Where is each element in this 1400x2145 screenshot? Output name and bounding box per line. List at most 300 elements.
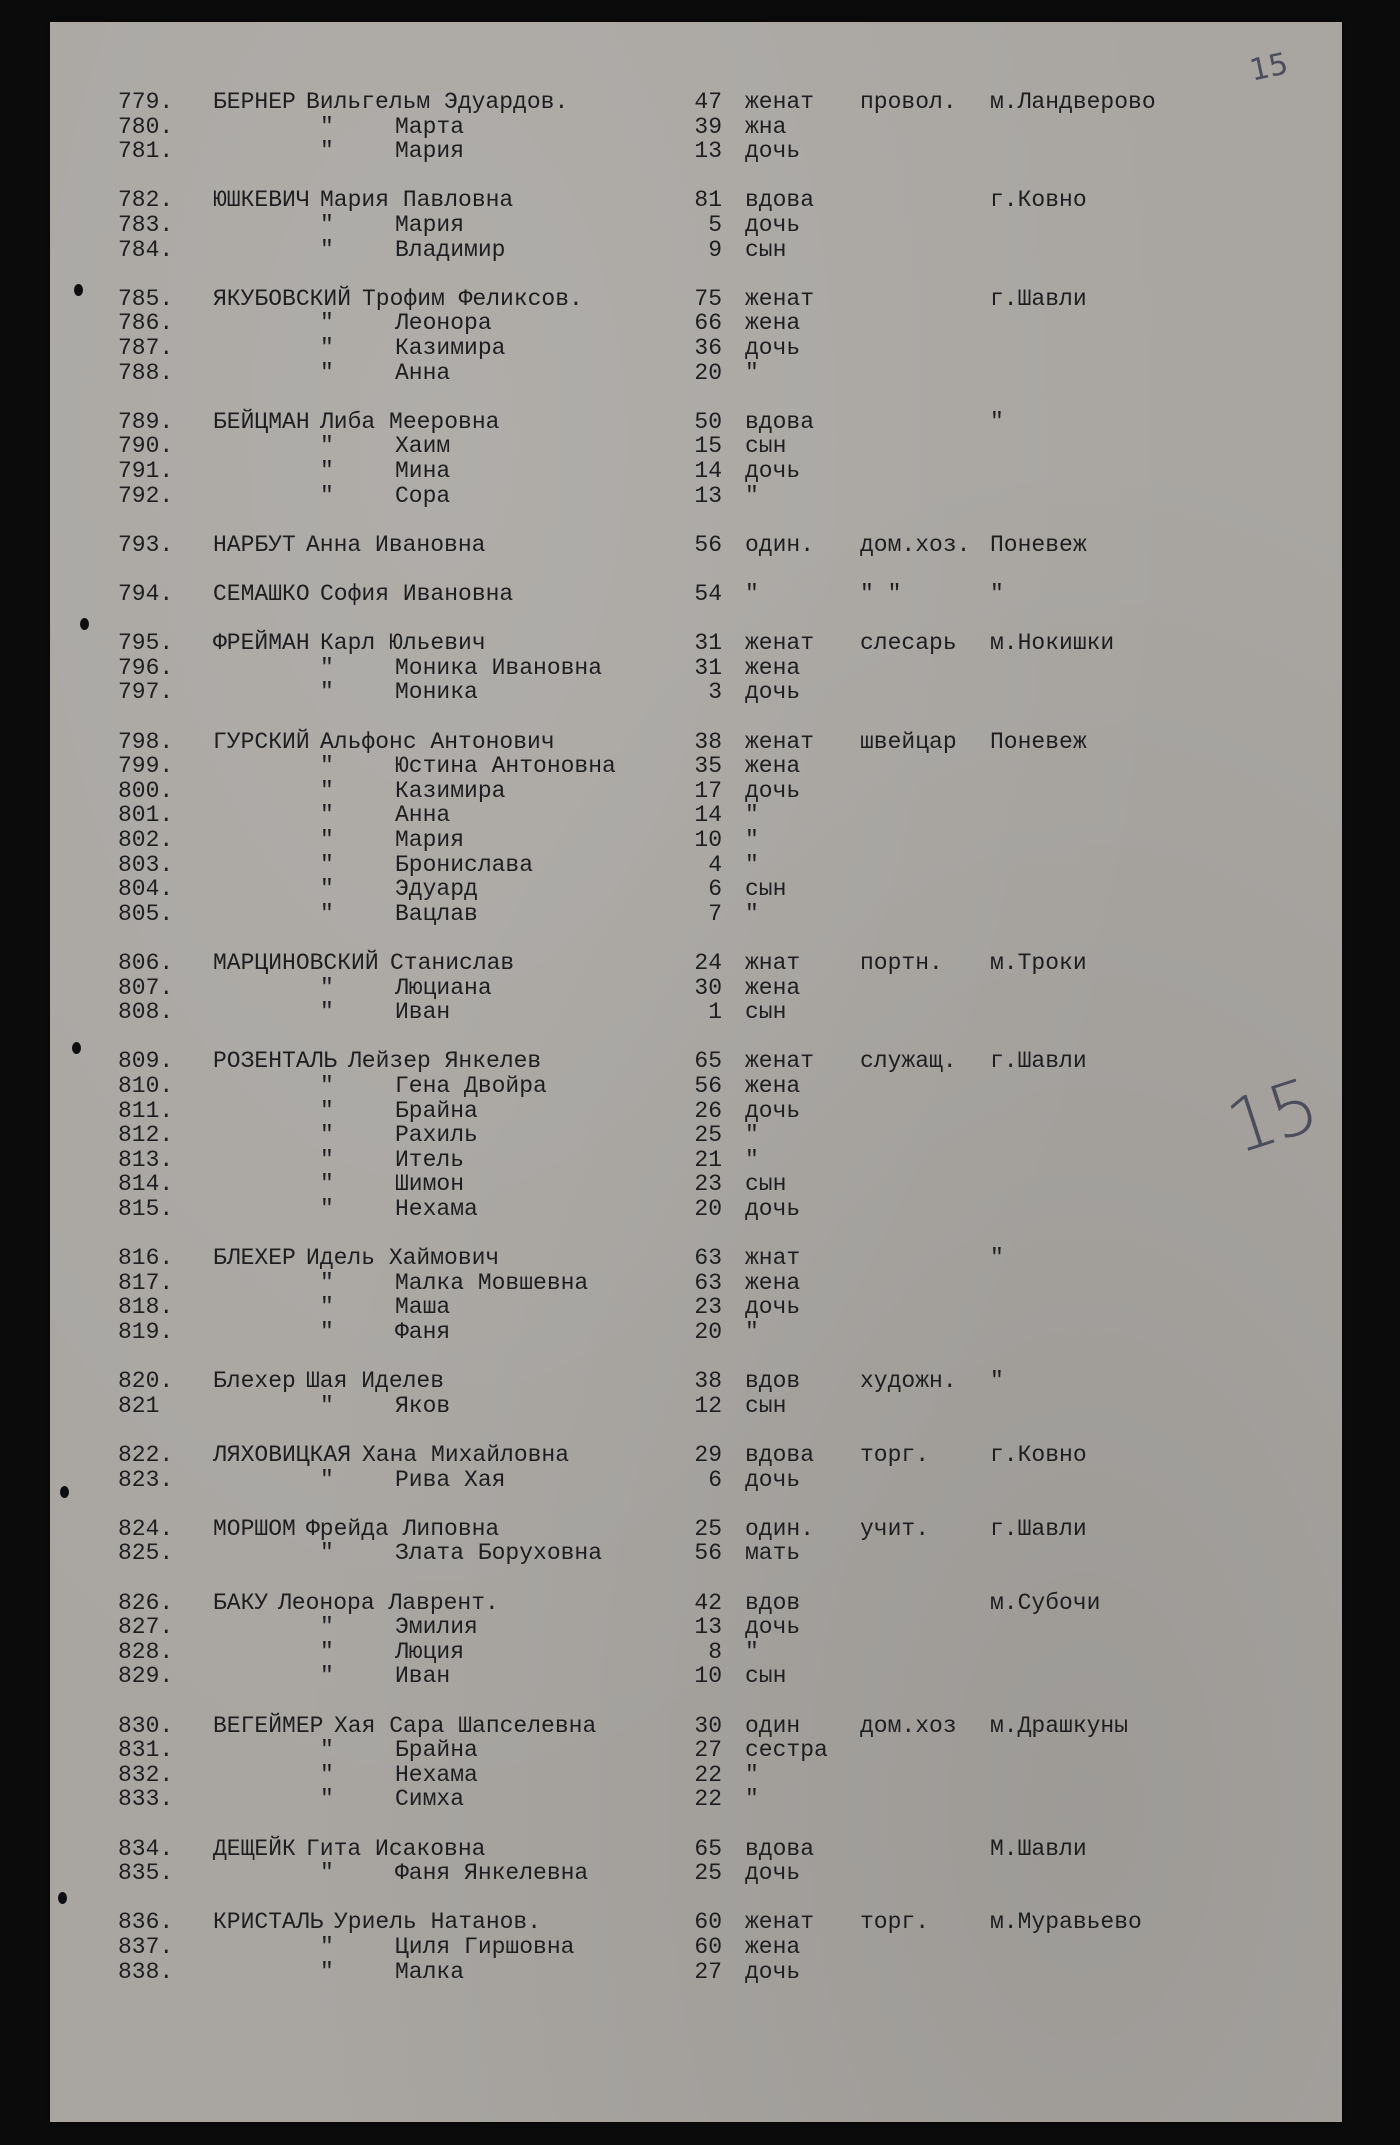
age: 20: [694, 1319, 722, 1345]
residence: м.Субочи: [990, 1589, 1101, 1616]
marital-status: вдова: [745, 187, 815, 214]
marital-status: жена: [745, 310, 801, 337]
row-number: 828.: [118, 1638, 174, 1665]
age: 23: [694, 1294, 722, 1321]
marital-status: вдов: [745, 1368, 801, 1395]
given-name: Мина: [395, 458, 451, 484]
binding-hole: [58, 1892, 67, 1904]
row-number: 814.: [118, 1171, 174, 1198]
given-name: Станислав: [390, 950, 515, 976]
age: 35: [694, 753, 722, 780]
surname: ": [320, 1737, 334, 1764]
age: 20: [694, 359, 722, 386]
surname: ": [320, 236, 334, 263]
register-row: [50, 114, 1342, 140]
register-row: [50, 1713, 1342, 1739]
given-name: Итель: [395, 1146, 465, 1173]
age: 63: [694, 1269, 722, 1296]
row-number: 782.: [118, 187, 174, 214]
marital-status: дочь: [745, 138, 801, 165]
given-name: Юстина Антоновна: [395, 753, 616, 780]
age: 13: [694, 138, 722, 165]
binding-hole: [60, 1486, 69, 1498]
row-number: 811.: [118, 1097, 174, 1124]
row-number: 779.: [118, 89, 174, 115]
given-name: Вильгельм Эдуардов.: [306, 89, 569, 115]
marital-status: сын: [745, 1392, 787, 1419]
marital-status: вдова: [745, 408, 815, 435]
row-number: 799.: [118, 753, 174, 780]
register-row: [50, 999, 1342, 1025]
register-row: [50, 237, 1342, 263]
surname: ": [320, 851, 334, 878]
register-row: [50, 1614, 1342, 1640]
given-name: Казимира: [395, 335, 506, 361]
occupation: швейцар: [860, 728, 957, 755]
marital-status: женат: [745, 1909, 815, 1936]
surname: ЛЯХОВИЦКАЯ: [213, 1442, 352, 1468]
marital-status: ": [745, 581, 759, 607]
surname: РОЗЕНТАЛЬ: [213, 1048, 338, 1075]
age: 29: [694, 1442, 722, 1468]
surname: ": [320, 1097, 334, 1124]
age: 25: [694, 1515, 722, 1542]
surname: ": [320, 974, 334, 1001]
age: 66: [694, 310, 722, 337]
age: 81: [694, 187, 722, 214]
surname: ": [320, 753, 334, 780]
row-number: 784.: [118, 236, 174, 263]
given-name: Мария: [395, 827, 465, 853]
register-row: [50, 1590, 1342, 1616]
register-row: [50, 1516, 1342, 1542]
age: 10: [694, 1663, 722, 1690]
surname: ": [320, 1122, 334, 1149]
surname: ": [320, 1269, 334, 1296]
register-row: [50, 729, 1342, 755]
binding-hole: [74, 284, 83, 296]
given-name: Фрейда Липовна: [306, 1515, 500, 1542]
given-name: Альфонс Антонович: [320, 728, 555, 755]
register-row: [50, 827, 1342, 853]
age: 63: [694, 1245, 722, 1272]
register-row: [50, 483, 1342, 509]
document-page: [50, 22, 1342, 2122]
age: 65: [694, 1048, 722, 1075]
given-name: Эдуард: [395, 876, 478, 903]
age: 17: [694, 777, 722, 804]
surname: ": [320, 827, 334, 853]
given-name: Фаня: [395, 1319, 451, 1345]
row-number: 786.: [118, 310, 174, 337]
given-name: Анна: [395, 359, 451, 386]
marital-status: сын: [745, 1663, 787, 1690]
row-number: 796.: [118, 654, 174, 681]
given-name: Люция: [395, 1638, 465, 1665]
residence: г.Ковно: [990, 1442, 1087, 1468]
given-name: Яков: [395, 1392, 451, 1419]
register-row: [50, 852, 1342, 878]
register-row: [50, 975, 1342, 1001]
surname: ": [320, 1392, 334, 1419]
surname: ": [320, 1614, 334, 1641]
register-row: [50, 1860, 1342, 1886]
age: 36: [694, 335, 722, 361]
surname: ": [320, 1466, 334, 1493]
age: 15: [694, 433, 722, 460]
register-row: [50, 1147, 1342, 1173]
marital-status: жнат: [745, 1245, 801, 1272]
register-row: [50, 187, 1342, 213]
row-number: 807.: [118, 974, 174, 1001]
age: 38: [694, 728, 722, 755]
occupation: торг.: [860, 1442, 930, 1468]
row-number: 801.: [118, 802, 174, 829]
register-row: [50, 1737, 1342, 1763]
row-number: 798.: [118, 728, 174, 755]
row-number: 802.: [118, 827, 174, 853]
age: 22: [694, 1761, 722, 1788]
given-name: Иван: [395, 999, 451, 1026]
age: 6: [708, 876, 722, 903]
age: 12: [694, 1392, 722, 1419]
given-name: Рахиль: [395, 1122, 478, 1149]
surname: ": [320, 433, 334, 460]
age: 39: [694, 113, 722, 140]
register-row: [50, 532, 1342, 558]
given-name: Казимира: [395, 777, 506, 804]
marital-status: мать: [745, 1540, 801, 1567]
binding-hole: [72, 1042, 81, 1054]
register-row: [50, 1393, 1342, 1419]
surname: ": [320, 1171, 334, 1198]
marital-status: дочь: [745, 335, 801, 361]
row-number: 838.: [118, 1958, 174, 1985]
marital-status: женат: [745, 285, 815, 312]
marital-status: дочь: [745, 1860, 801, 1887]
marital-status: ": [745, 1122, 759, 1149]
age: 3: [708, 679, 722, 706]
surname: ": [320, 1146, 334, 1173]
age: 42: [694, 1589, 722, 1616]
row-number: 791.: [118, 458, 174, 484]
given-name: Хая Сара Шапселевна: [334, 1712, 597, 1739]
register-row: [50, 1959, 1342, 1985]
residence: Поневеж: [990, 728, 1087, 755]
surname: СЕМАШКО: [213, 581, 310, 607]
occupation: " ": [860, 581, 902, 607]
row-number: 787.: [118, 335, 174, 361]
register-row: [50, 1442, 1342, 1468]
surname: ": [320, 335, 334, 361]
age: 14: [694, 802, 722, 829]
occupation: художн.: [860, 1368, 957, 1395]
given-name: Анна Ивановна: [306, 531, 486, 558]
row-number: 822.: [118, 1442, 174, 1468]
register-row: [50, 802, 1342, 828]
given-name: Малка: [395, 1958, 465, 1985]
register-row: [50, 1934, 1342, 1960]
marital-status: дочь: [745, 1614, 801, 1641]
marital-status: женат: [745, 728, 815, 755]
surname: ": [320, 1860, 334, 1887]
surname: ": [320, 138, 334, 165]
residence: ": [990, 1368, 1004, 1395]
age: 38: [694, 1368, 722, 1395]
row-number: 800.: [118, 777, 174, 804]
row-number: 793.: [118, 531, 174, 558]
residence: ": [990, 408, 1004, 435]
register-row: [50, 1663, 1342, 1689]
register-row: [50, 753, 1342, 779]
surname: ": [320, 212, 334, 238]
age: 14: [694, 458, 722, 484]
given-name: Эмилия: [395, 1614, 478, 1641]
surname: БАКУ: [213, 1589, 269, 1616]
row-number: 835.: [118, 1860, 174, 1887]
row-number: 836.: [118, 1909, 174, 1936]
register-row: [50, 1639, 1342, 1665]
side-page-number: 15: [1216, 1062, 1326, 1172]
age: 25: [694, 1122, 722, 1149]
row-number: 804.: [118, 876, 174, 903]
surname: НАРБУТ: [213, 531, 296, 558]
given-name: Малка Мовшевна: [395, 1269, 589, 1296]
row-number: 825.: [118, 1540, 174, 1567]
age: 9: [708, 236, 722, 263]
age: 13: [694, 1614, 722, 1641]
surname: ": [320, 802, 334, 829]
age: 56: [694, 531, 722, 558]
given-name: Хана Михайловна: [362, 1442, 570, 1468]
marital-status: жна: [745, 113, 787, 140]
register-row: [50, 335, 1342, 361]
surname: ": [320, 1319, 334, 1345]
row-number: 823.: [118, 1466, 174, 1493]
age: 10: [694, 827, 722, 853]
register-row: [50, 950, 1342, 976]
row-number: 803.: [118, 851, 174, 878]
given-name: Хаим: [395, 433, 451, 460]
surname: КРИСТАЛЬ: [213, 1909, 324, 1936]
marital-status: жена: [745, 1073, 801, 1099]
surname: ВЕГЕЙМЕР: [213, 1712, 324, 1739]
marital-status: женат: [745, 1048, 815, 1075]
surname: ": [320, 1073, 334, 1099]
surname: ": [320, 1294, 334, 1321]
age: 4: [708, 851, 722, 878]
register-row: [50, 901, 1342, 927]
register-row: [50, 1245, 1342, 1271]
occupation: провол.: [860, 89, 957, 115]
surname: ": [320, 1196, 334, 1222]
marital-status: жена: [745, 753, 801, 780]
marital-status: один: [745, 1712, 801, 1739]
marital-status: жена: [745, 654, 801, 681]
row-number: 785.: [118, 285, 174, 312]
marital-status: женат: [745, 630, 815, 657]
age: 8: [708, 1638, 722, 1665]
marital-status: женат: [745, 89, 815, 115]
surname: БЕРНЕР: [213, 89, 296, 115]
given-name: Мария: [395, 138, 465, 165]
marital-status: ": [745, 1319, 759, 1345]
surname: ": [320, 777, 334, 804]
age: 31: [694, 630, 722, 657]
register-row: [50, 1048, 1342, 1074]
row-number: 792.: [118, 482, 174, 509]
age: 27: [694, 1737, 722, 1764]
row-number: 789.: [118, 408, 174, 435]
marital-status: жена: [745, 974, 801, 1001]
register-row: [50, 138, 1342, 164]
row-number: 832.: [118, 1761, 174, 1788]
age: 25: [694, 1860, 722, 1887]
given-name: Уриель Натанов.: [334, 1909, 542, 1936]
given-name: Идель Хаймович: [306, 1245, 500, 1272]
given-name: Анна: [395, 802, 451, 829]
row-number: 818.: [118, 1294, 174, 1321]
row-number: 817.: [118, 1269, 174, 1296]
marital-status: дочь: [745, 212, 801, 238]
surname: ": [320, 310, 334, 337]
given-name: Карл Юльевич: [320, 630, 486, 657]
register-row: [50, 1762, 1342, 1788]
age: 20: [694, 1196, 722, 1222]
residence: Поневеж: [990, 531, 1087, 558]
age: 22: [694, 1786, 722, 1813]
age: 60: [694, 1909, 722, 1936]
register-row: [50, 655, 1342, 681]
row-number: 812.: [118, 1122, 174, 1149]
given-name: Мария: [395, 212, 465, 238]
age: 50: [694, 408, 722, 435]
given-name: Маша: [395, 1294, 451, 1321]
occupation: дом.хоз.: [860, 531, 971, 558]
register-row: [50, 1836, 1342, 1862]
surname: ": [320, 654, 334, 681]
given-name: Брайна: [395, 1097, 478, 1124]
surname: ЯКУБОВСКИЙ: [213, 285, 352, 312]
marital-status: ": [745, 851, 759, 878]
given-name: Владимир: [395, 236, 506, 263]
surname: ": [320, 1761, 334, 1788]
register-row: [50, 876, 1342, 902]
given-name: Марта: [395, 113, 465, 140]
given-name: Рива Хая: [395, 1466, 506, 1493]
row-number: 833.: [118, 1786, 174, 1813]
residence: г.Шавли: [990, 1515, 1087, 1542]
surname: Блехер: [213, 1368, 296, 1395]
marital-status: дочь: [745, 679, 801, 706]
surname: ": [320, 1786, 334, 1813]
marital-status: жнат: [745, 950, 801, 976]
age: 6: [708, 1466, 722, 1493]
marital-status: дочь: [745, 1466, 801, 1493]
row-number: 797.: [118, 679, 174, 706]
marital-status: ": [745, 1146, 759, 1173]
residence: м.Драшкуны: [990, 1712, 1129, 1739]
occupation: слесарь: [860, 630, 957, 657]
age: 1: [708, 999, 722, 1026]
register-row: [50, 310, 1342, 336]
given-name: Симха: [395, 1786, 465, 1813]
given-name: Шая Иделев: [306, 1368, 445, 1395]
given-name: Иван: [395, 1663, 451, 1690]
residence: г.Шавли: [990, 1048, 1087, 1075]
given-name: Моника: [395, 679, 478, 706]
row-number: 827.: [118, 1614, 174, 1641]
age: 7: [708, 900, 722, 927]
surname: ": [320, 113, 334, 140]
surname: ЮШКЕВИЧ: [213, 187, 310, 214]
marital-status: жена: [745, 1269, 801, 1296]
age: 5: [708, 212, 722, 238]
given-name: Люциана: [395, 974, 492, 1001]
marital-status: ": [745, 1786, 759, 1813]
row-number: 816.: [118, 1245, 174, 1272]
register-row: [50, 433, 1342, 459]
surname: ": [320, 1934, 334, 1960]
register-row: [50, 1540, 1342, 1566]
row-number: 809.: [118, 1048, 174, 1075]
given-name: Бронислава: [395, 851, 534, 878]
given-name: Сора: [395, 482, 451, 509]
register-row: [50, 1270, 1342, 1296]
register-row: [50, 458, 1342, 484]
row-number: 781.: [118, 138, 174, 165]
register-row: [50, 778, 1342, 804]
marital-status: дочь: [745, 1196, 801, 1222]
surname: ": [320, 1638, 334, 1665]
age: 60: [694, 1934, 722, 1960]
age: 13: [694, 482, 722, 509]
register-row: [50, 630, 1342, 656]
marital-status: ": [745, 827, 759, 853]
corner-page-number: 15: [1246, 46, 1292, 89]
residence: м.Муравьево: [990, 1909, 1142, 1936]
occupation: дом.хоз: [860, 1712, 957, 1739]
surname: ": [320, 679, 334, 706]
row-number: 830.: [118, 1712, 174, 1739]
given-name: Вацлав: [395, 900, 478, 927]
register-row: [50, 1098, 1342, 1124]
marital-status: вдова: [745, 1835, 815, 1862]
surname: ГУРСКИЙ: [213, 728, 310, 755]
age: 30: [694, 1712, 722, 1739]
row-number: 820.: [118, 1368, 174, 1395]
surname: ": [320, 999, 334, 1026]
row-number: 805.: [118, 900, 174, 927]
register-row: [50, 1909, 1342, 1935]
residence: ": [990, 581, 1004, 607]
residence: м.Нокишки: [990, 630, 1115, 657]
age: 24: [694, 950, 722, 976]
surname: ": [320, 1958, 334, 1985]
age: 56: [694, 1540, 722, 1567]
given-name: Злата Боруховна: [395, 1540, 603, 1567]
binding-hole: [80, 618, 89, 630]
residence: г.Шавли: [990, 285, 1087, 312]
residence: М.Шавли: [990, 1835, 1087, 1862]
marital-status: ": [745, 802, 759, 829]
row-number: 815.: [118, 1196, 174, 1222]
given-name: Брайна: [395, 1737, 478, 1764]
row-number: 806.: [118, 950, 174, 976]
given-name: Циля Гиршовна: [395, 1934, 575, 1960]
surname: ": [320, 1663, 334, 1690]
age: 30: [694, 974, 722, 1001]
